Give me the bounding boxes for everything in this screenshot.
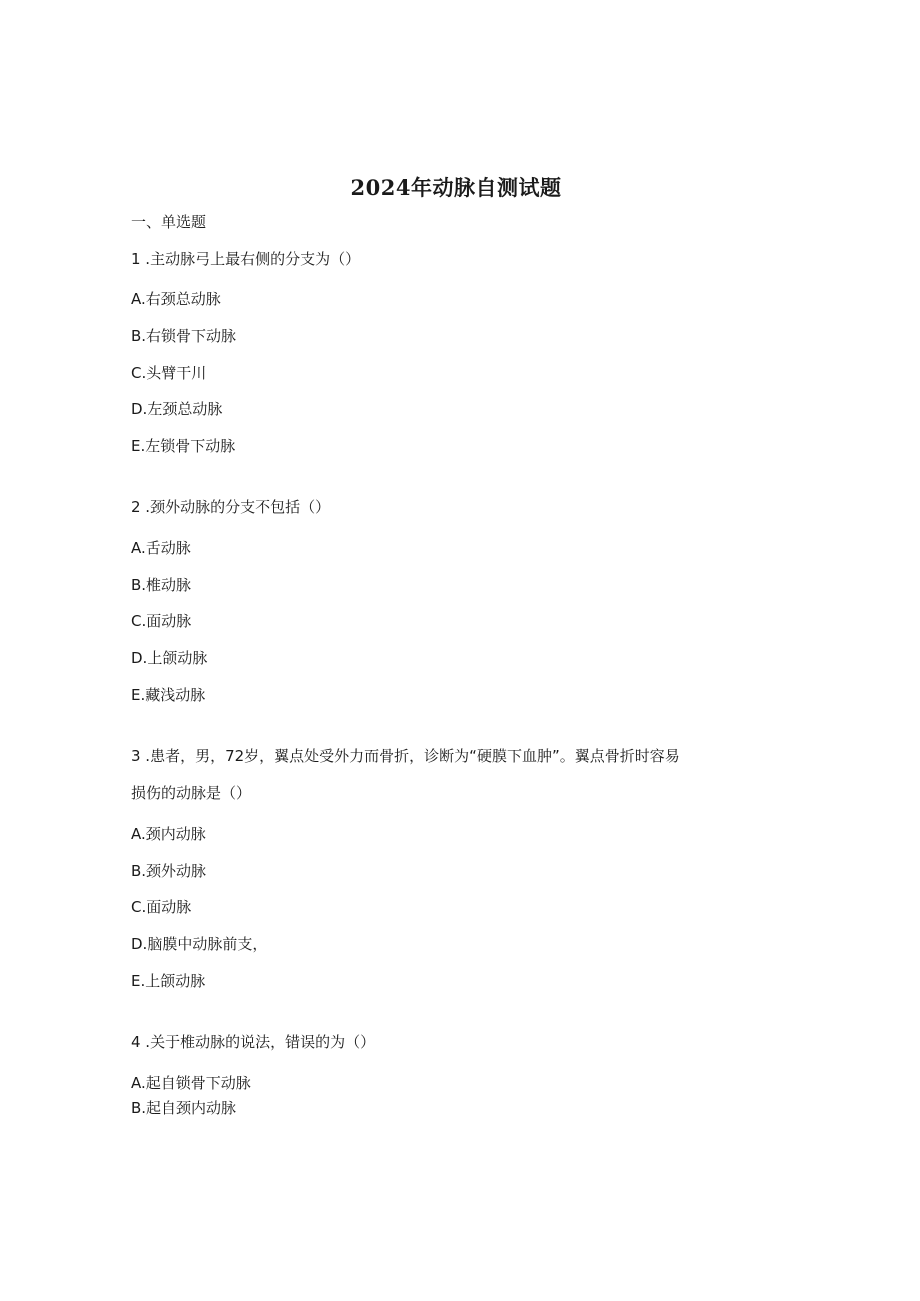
question-1-option-a: A.右颈总动脉: [131, 290, 221, 308]
question-1-option-b: B.右锁骨下动脉: [131, 327, 237, 345]
question-3-option-c: C.面动脉: [131, 898, 192, 916]
question-2-option-a: A.舌动脉: [131, 539, 191, 557]
section-heading: 一、单选题: [131, 213, 207, 231]
question-2-stem: 2 .颈外动脉的分支不包括（）: [131, 498, 331, 516]
question-4-stem: 4 .关于椎动脉的说法，错误的为（）: [131, 1033, 376, 1051]
question-3-option-a: A.颈内动脉: [131, 825, 206, 843]
question-2-option-e: E.藏浅动脉: [131, 686, 206, 704]
question-1-option-c: C.头臂干川: [131, 364, 207, 382]
question-2-option-b: B.椎动脉: [131, 576, 192, 594]
question-3-stem-line-1: 3 .患者，男，72岁，翼点处受外力而骨折，诊断为“硬膜下血肿”。翼点骨折时容易: [131, 747, 680, 765]
question-1-option-e: E.左锁骨下动脉: [131, 437, 236, 455]
question-4-option-b: B.起自颈内动脉: [131, 1099, 237, 1117]
question-3-option-b: B.颈外动脉: [131, 862, 207, 880]
question-2-option-d: D.上颌动脉: [131, 649, 208, 667]
question-2-option-c: C.面动脉: [131, 612, 192, 630]
page-title: 2024年动脉自测试题: [350, 175, 562, 200]
question-3-stem-line-2: 损伤的动脉是（）: [131, 784, 252, 802]
question-1-stem: 1 .主动脉弓上最右侧的分支为（）: [131, 250, 361, 268]
question-3-option-e: E.上颌动脉: [131, 972, 206, 990]
question-4-option-a: A.起自锁骨下动脉: [131, 1074, 251, 1092]
question-3-option-d: D.脑膜中动脉前支，: [131, 935, 268, 953]
question-1-option-d: D.左颈总动脉: [131, 400, 223, 418]
